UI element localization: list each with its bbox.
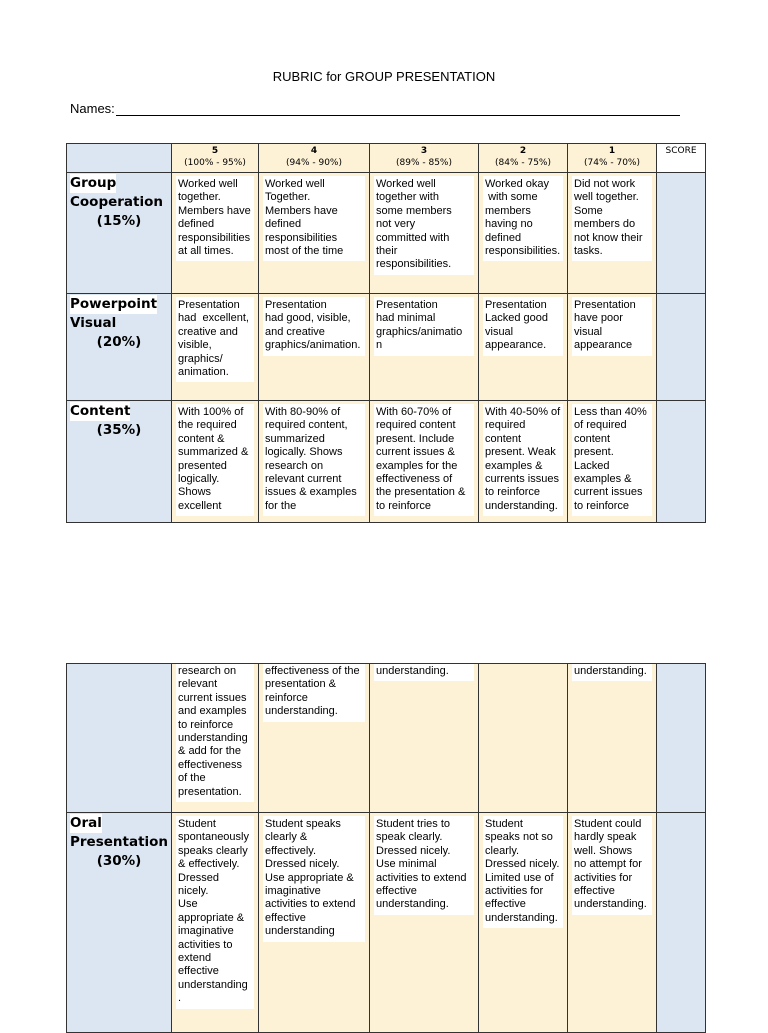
row-content-continued bbox=[67, 664, 706, 813]
rubric-cell: Presentation have poor visual appearance bbox=[572, 297, 652, 356]
header-level-3 bbox=[370, 144, 479, 173]
header-criterion-cell bbox=[67, 144, 172, 173]
criterion-weight: (15%) bbox=[96, 213, 142, 229]
rubric-cell: understanding. bbox=[572, 664, 652, 681]
level-score: 2 bbox=[519, 146, 527, 156]
score-cell[interactable] bbox=[657, 664, 706, 813]
level-score: 5 bbox=[211, 146, 219, 156]
rubric-cell: Student tries to speak clearly. Dressed nicely. Use minimal activities to extend effective understanding. bbox=[374, 816, 474, 915]
score-cell[interactable] bbox=[657, 401, 706, 523]
rubric-cell: Student speaks clearly & effectively. Dressed nicely. Use appropriate & imaginative activities to extend effective understanding bbox=[263, 816, 365, 942]
rubric-cell: understanding. bbox=[374, 664, 474, 681]
names-field bbox=[70, 101, 680, 116]
rubric-cell: Presentation Lacked good visual appearance. bbox=[483, 297, 563, 356]
header-level-4 bbox=[259, 144, 370, 173]
rubric-cell: Student speaks not so clearly. Dressed nicely. Limited use of activities for effective understanding. bbox=[483, 816, 563, 928]
rubric-table-bottom bbox=[66, 663, 706, 1033]
rubric-table-top bbox=[66, 143, 706, 523]
row-group-cooperation bbox=[67, 173, 706, 294]
header-level-2 bbox=[479, 144, 568, 173]
level-range: (94% - 90%) bbox=[286, 158, 342, 168]
criterion-name: Group bbox=[70, 175, 117, 191]
rubric-cell: Student could hardly speak well. Shows no attempt for activities for effective understanding. bbox=[572, 816, 652, 915]
level-score: 3 bbox=[420, 146, 428, 156]
rubric-cell: Worked well together. Members have defined responsibilities at all times. bbox=[176, 176, 254, 261]
criterion-cell bbox=[67, 401, 172, 523]
criterion-cell bbox=[67, 173, 172, 294]
rubric-cell: Worked okay with some members having no defined responsibilities. bbox=[483, 176, 563, 261]
level-range: (84% - 75%) bbox=[495, 158, 551, 168]
rubric-cell: Student spontaneously speaks clearly & effectively. Dressed nicely. Use appropriate & imaginative activities to extend effective understanding . bbox=[176, 816, 254, 1009]
row-oral-presentation bbox=[67, 813, 706, 1033]
rubric-cell: With 80-90% of required content, summarized logically. Shows research on relevant current issues & examples for the bbox=[263, 404, 365, 516]
rubric-cell: With 40-50% of required content present. Weak examples & currents issues to reinforce understanding. bbox=[483, 404, 563, 516]
level-range: (89% - 85%) bbox=[396, 158, 452, 168]
rubric-cell: Less than 40% of required content present. Lacked examples & current issues to reinforce bbox=[572, 404, 652, 516]
row-powerpoint-visual bbox=[67, 294, 706, 401]
criterion-cell bbox=[67, 294, 172, 401]
row-content bbox=[67, 401, 706, 523]
criterion-name: Powerpoint bbox=[70, 296, 158, 312]
score-cell[interactable] bbox=[657, 294, 706, 401]
criterion-name-line2: Visual bbox=[70, 315, 117, 331]
rubric-cell: Did not work well together. Some members do not know their tasks. bbox=[572, 176, 652, 261]
criterion-cell bbox=[67, 813, 172, 1033]
level-range: (74% - 70%) bbox=[584, 158, 640, 168]
rubric-cell: Worked well Together. Members have defined responsibilities most of the time bbox=[263, 176, 365, 261]
level-range: (100% - 95%) bbox=[184, 158, 246, 168]
header-level-1 bbox=[568, 144, 657, 173]
criterion-weight: (30%) bbox=[96, 853, 142, 869]
header-row bbox=[67, 144, 706, 173]
rubric-cell: With 100% of the required content & summarized & presented logically. Shows excellent bbox=[176, 404, 254, 516]
page-title: RUBRIC for GROUP PRESENTATION bbox=[272, 69, 496, 84]
names-blank-line bbox=[116, 102, 680, 116]
score-cell[interactable] bbox=[657, 813, 706, 1033]
score-cell[interactable] bbox=[657, 173, 706, 294]
rubric-cell: With 60-70% of required content present. Include current issues & examples for the effectiveness of the presentation & to reinforce bbox=[374, 404, 474, 516]
rubric-cell: Presentation had good, visible, and creative graphics/animation. bbox=[263, 297, 365, 356]
names-label: Names: bbox=[70, 101, 115, 116]
rubric-cell: Worked well together with some members not very committed with their responsibilities. bbox=[374, 176, 474, 275]
criterion-weight: (35%) bbox=[96, 422, 142, 438]
criterion-weight: (20%) bbox=[96, 334, 142, 350]
rubric-cell: effectiveness of the presentation & reinforce understanding. bbox=[263, 664, 365, 722]
criterion-name: Content bbox=[70, 403, 131, 419]
level-score: 4 bbox=[310, 146, 318, 156]
rubric-cell: Presentation had minimal graphics/animatio n bbox=[374, 297, 474, 356]
criterion-cell bbox=[67, 664, 172, 813]
header-level-5 bbox=[172, 144, 259, 173]
rubric-cell: Presentation had excellent, creative and visible, graphics/ animation. bbox=[176, 297, 254, 382]
header-score: SCORE bbox=[657, 144, 706, 173]
criterion-name-line2: Presentation bbox=[70, 834, 169, 850]
rubric-cell: research on relevant current issues and examples to reinforce understanding & add for the effectiveness of the presentation. bbox=[176, 664, 254, 802]
level-score: 1 bbox=[608, 146, 616, 156]
criterion-name: Oral bbox=[70, 815, 102, 831]
criterion-name-line2: Cooperation bbox=[70, 194, 164, 210]
